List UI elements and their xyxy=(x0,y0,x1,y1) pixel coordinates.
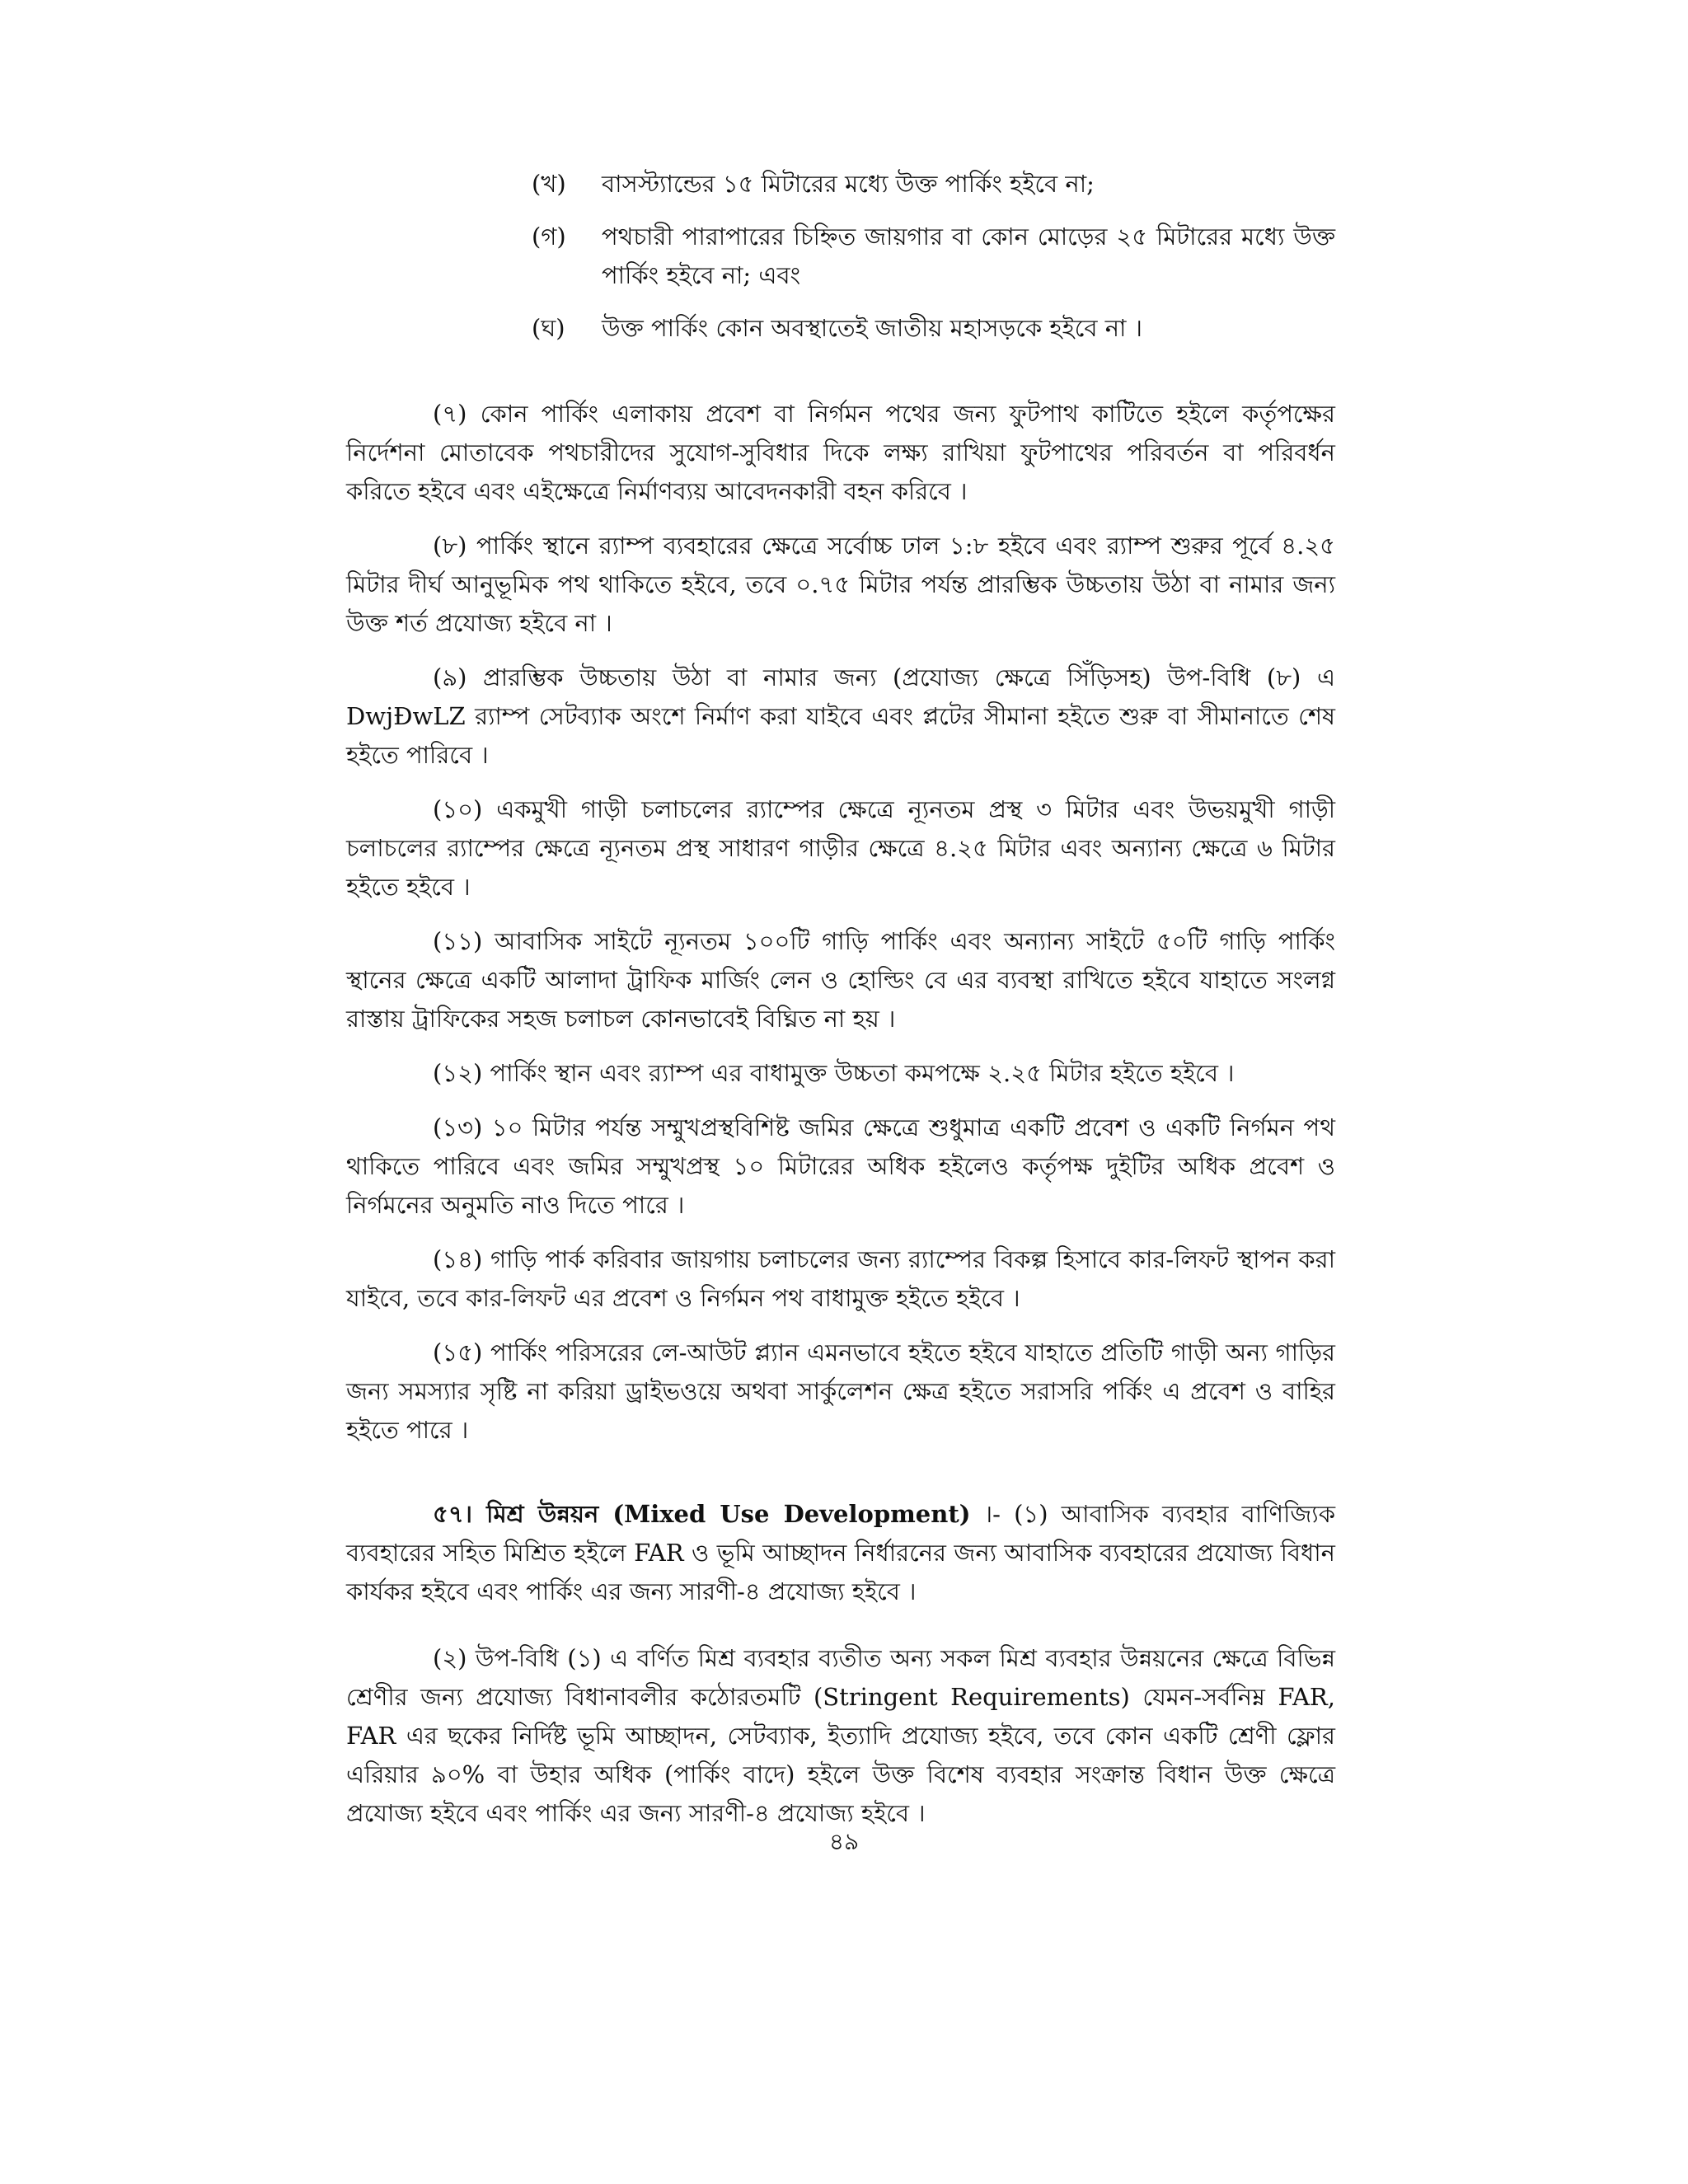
section-heading: ৫৭। মিশ্র উন্নয়ন (Mixed Use Development) xyxy=(433,1500,971,1528)
paragraph-12: (১২) পার্কিং স্থান এবং র‌্যাম্প এর বাধামুক্ত উচ্চতা কমপক্ষে ২.২৫ মিটার হইতে হইবে । xyxy=(433,1059,1235,1087)
list-marker: (গ) xyxy=(532,223,566,251)
document-page xyxy=(346,165,1335,1849)
paragraph-10: (১০) একমুখী গাড়ী চলাচলের র‌্যাম্পের ক্ষেত্রে ন্যূনতম প্রস্থ ৩ মিটার এবং উভয়মুখী গাড়ী চলাচলের র‌্যাম্পের ক্ষেত্রে ন্যূনতম প্রস্থ সাধারণ গাড়ীর ক্ষেত্রে ৪.২৫ মিটার এবং অন্যান্য ক্ষেত্রে ৬ মিটার হইতে হইবে । xyxy=(346,795,1335,901)
section-57-paragraph-2: (২) উপ-বিধি (১) এ বর্ণিত মিশ্র ব্যবহার ব্যতীত অন্য সকল মিশ্র ব্যবহার উন্নয়নের ক্ষেত্রে বিভিন্ন শ্রেণীর জন্য প্রযোজ্য বিধানাবলীর কঠোরতমটি (Stringent Requirements) যেমন-সর্বনিম্ন FAR, FAR এর ছকের নির্দিষ্ট ভূমি আচ্ছাদন, সেটব্যাক, ইত্যাদি প্রযোজ্য হইবে, তবে কোন একটি শ্রেণী ফ্লোর এরিয়ার ৯০% বা উহার অধিক (পার্কিং বাদে) হইলে উক্ত বিশেষ ব্যবহার সংক্রান্ত বিধান উক্ত ক্ষেত্রে প্রযোজ্য হইবে এবং পার্কিং এর জন্য সারণী-৪ প্রযোজ্য হইবে । xyxy=(346,1644,1335,1827)
list-text: বাসস্ট্যান্ডের ১৫ মিটারের মধ্যে উক্ত পার্কিং হইবে না; xyxy=(602,170,1095,198)
page-number: ৪৯ xyxy=(828,1828,860,1855)
list-text: পথচারী পারাপারের চিহ্নিত জায়গার বা কোন মোড়ের ২৫ মিটারের মধ্যে উক্ত পার্কিং হইবে না; এবং xyxy=(602,223,1335,289)
list-text: উক্ত পার্কিং কোন অবস্থাতেই জাতীয় মহাসড়কে হইবে না । xyxy=(602,314,1143,342)
section-57-paragraph-1 xyxy=(346,1495,1335,1611)
list-marker: (খ) xyxy=(532,170,566,198)
paragraph-15: (১৫) পার্কিং পরিসরের লে-আউট প্ল্যান এমনভাবে হইতে হইবে যাহাতে প্রতিটি গাড়ী অন্য গাড়ির জন্য সমস্যার সৃষ্টি না করিয়া ড্রাইভওয়ে অথবা সার্কুলেশন ক্ষেত্র হইতে সরাসরি পর্কিং এ প্রবেশ ও বাহির হইতে পারে । xyxy=(346,1338,1335,1444)
list-item xyxy=(532,309,1335,348)
list-item xyxy=(532,218,1335,295)
list-marker: (ঘ) xyxy=(532,314,565,342)
paragraph-11: (১১) আবাসিক সাইটে ন্যূনতম ১০০টি গাড়ি পার্কিং এবং অন্যান্য সাইটে ৫০টি গাড়ি পার্কিং স্থানের ক্ষেত্রে একটি আলাদা ট্রাফিক মার্জিং লেন ও হোল্ডিং বে এর ব্যবস্থা রাখিতে হইবে যাহাতে সংলগ্ন রাস্তায় ট্রাফিকের সহজ চলাচল কোনভাবেই বিঘ্নিত না হয় । xyxy=(346,927,1335,1033)
section-intro-text: ।- (১) আবাসিক ব্যবহার বাণিজ্যিক ব্যবহারের সহিত মিশ্রিত হইলে FAR ও ভূমি আচ্ছাদন নির্ধারনের জন্য আবাসিক ব্যবহারের প্রযোজ্য বিধান কার্যকর হইবে এবং পার্কিং এর জন্য সারণী-৪ প্রযোজ্য হইবে । xyxy=(346,1500,1336,1605)
paragraph-7: (৭) কোন পার্কিং এলাকায় প্রবেশ বা নির্গমন পথের জন্য ফুটপাথ কাটিতে হইলে কর্তৃপক্ষের নির্দেশনা মোতাবেক পথচারীদের সুযোগ-সুবিধার দিকে লক্ষ্য রাখিয়া ফুটপাথের পরিবর্তন বা পরিবর্ধন করিতে হইবে এবং এইক্ষেত্রে নির্মাণব্যয় আবেদনকারী বহন করিবে । xyxy=(346,400,1335,505)
paragraph-13: (১৩) ১০ মিটার পর্যন্ত সম্মুখপ্রস্থবিশিষ্ট জমির ক্ষেত্রে শুধুমাত্র একটি প্রবেশ ও একটি নির্গমন পথ থাকিতে পারিবে এবং জমির সম্মুখপ্রস্থ ১০ মিটারের অধিক হইলেও কর্তৃপক্ষ দুইটির অধিক প্রবেশ ও নির্গমনের অনুমতি নাও দিতে পারে । xyxy=(346,1113,1335,1219)
paragraph-9: (৯) প্রারম্ভিক উচ্চতায় উঠা বা নামার জন্য (প্রযোজ্য ক্ষেত্রে সিঁড়িসহ) উপ-বিধি (৮) এ DwjÐwLZ র‌্যাম্প সেটব্যাক অংশে নির্মাণ করা যাইবে এবং প্লটের সীমানা হইতে শুরু বা সীমানাতে শেষ হইতে পারিবে । xyxy=(346,663,1335,769)
paragraph-8: (৮) পার্কিং স্থানে র‌্যাম্প ব্যবহারের ক্ষেত্রে সর্বোচ্চ ঢাল ১:৮ হইবে এবং র‌্যাম্প শুরুর পূর্বে ৪.২৫ মিটার দীর্ঘ আনুভূমিক পথ থাকিতে হইবে, তবে ০.৭৫ মিটার পর্যন্ত প্রারম্ভিক উচ্চতায় উঠা বা নামার জন্য উক্ত শর্ত প্রযোজ্য হইবে না । xyxy=(346,532,1335,637)
clause-list xyxy=(532,165,1335,348)
list-item xyxy=(532,165,1335,204)
paragraph-14: (১৪) গাড়ি পার্ক করিবার জায়গায় চলাচলের জন্য র‌্যাম্পের বিকল্প হিসাবে কার-লিফট স্থাপন করা যাইবে, তবে কার-লিফট এর প্রবেশ ও নির্গমন পথ বাধামুক্ত হইতে হইবে । xyxy=(346,1245,1335,1312)
